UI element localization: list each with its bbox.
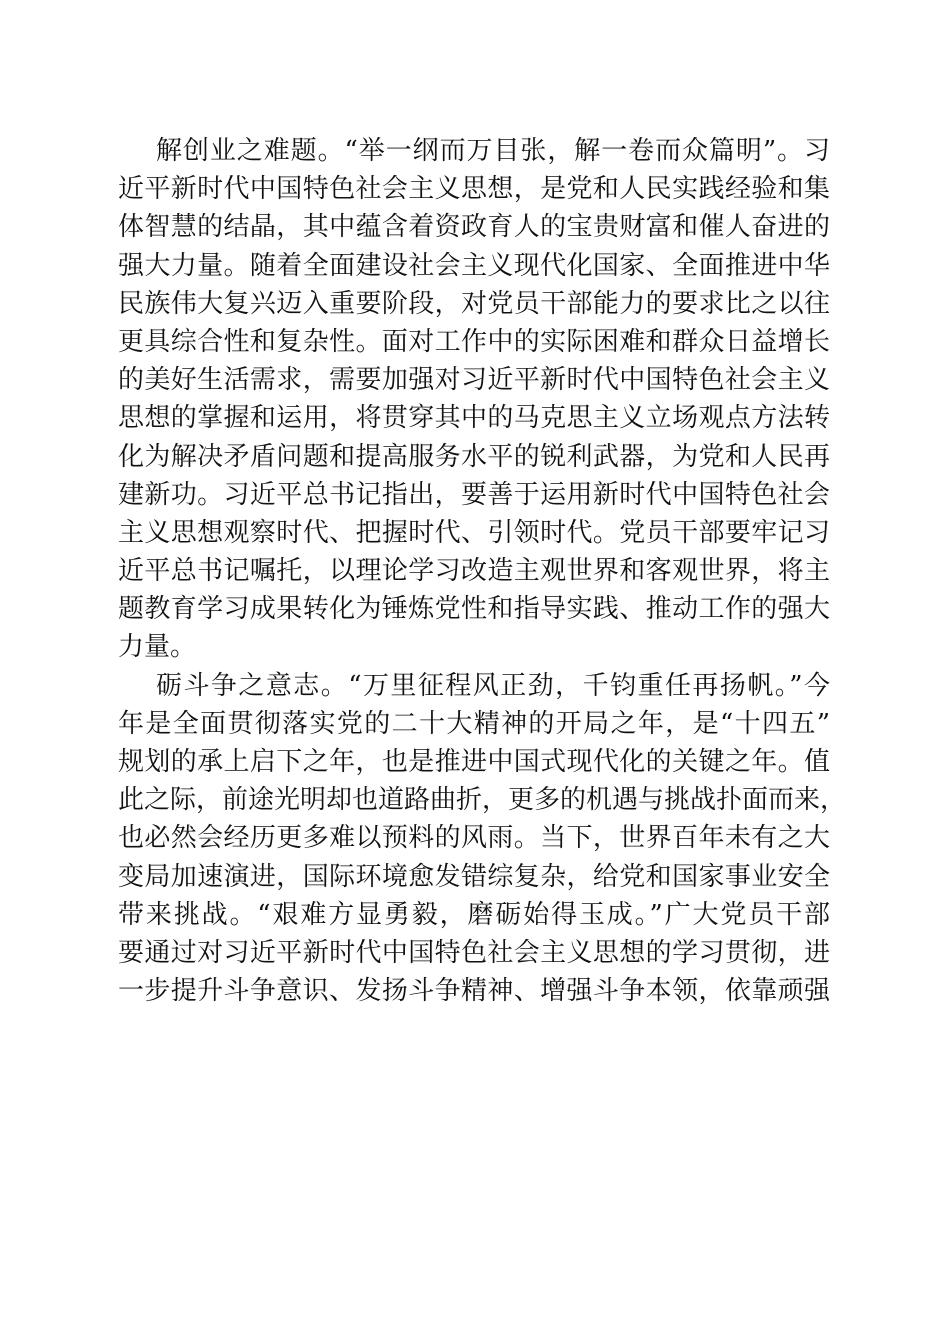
text-line: 一步提升斗争意识、发扬斗争精神、增强斗争本领，依靠顽强 [118, 976, 830, 1007]
text-line: 的美好生活需求，需要加强对习近平新时代中国特色社会主义 [118, 365, 830, 396]
paragraph-2 [118, 667, 847, 1011]
text-line: 规划的承上启下之年，也是推进中国式现代化的关键之年。值 [118, 747, 830, 777]
text-line: 年是全面贯彻落实党的二十大精神的开局之年，是“十四五” [118, 708, 830, 739]
text-line: 化为解决矛盾问题和提高服务水平的锐利武器，为党和人民再 [118, 441, 830, 472]
text-line: 近平总书记嘱托，以理论学习改造主观世界和客观世界，将主 [118, 556, 830, 587]
text-line: 此之际，前途光明却也道路曲折，更多的机遇与挑战扑面而来， [118, 785, 847, 816]
document-body [118, 132, 847, 1010]
text-line: 体智慧的结晶，其中蕴含着资政育人的宝贵财富和催人奋进的 [118, 212, 830, 243]
text-line: 带来挑战。“艰难方显勇毅，磨砺始得玉成。”广大党员干部 [118, 899, 830, 930]
paragraph-1 [118, 132, 830, 667]
text-line: 更具综合性和复杂性。面对工作中的实际困难和群众日益增长 [118, 326, 830, 357]
text-line: 砺斗争之意志。“万里征程风正劲，千钧重任再扬帆。”今 [156, 670, 830, 701]
text-line: 题教育学习成果转化为锤炼党性和指导实践、推动工作的强大 [118, 594, 830, 625]
text-line: 要通过对习近平新时代中国特色社会主义思想的学习贯彻，进 [118, 937, 830, 968]
text-line: 近平新时代中国特色社会主义思想，是党和人民实践经验和集 [118, 174, 830, 205]
text-line: 力量。 [118, 632, 197, 663]
text-line: 主义思想观察时代、把握时代、引领时代。党员干部要牢记习 [118, 517, 830, 548]
text-line: 也必然会经历更多难以预料的风雨。当下，世界百年未有之大 [118, 823, 830, 854]
text-line: 思想的掌握和运用，将贯穿其中的马克思主义立场观点方法转 [118, 403, 830, 434]
text-line: 民族伟大复兴迈入重要阶段，对党员干部能力的要求比之以往 [118, 288, 830, 319]
text-line: 解创业之难题。“举一纲而万目张，解一卷而众篇明”。习 [156, 136, 830, 166]
text-line: 建新功。习近平总书记指出，要善于运用新时代中国特色社会 [118, 479, 830, 510]
text-line: 变局加速演进，国际环境愈发错综复杂，给党和国家事业安全 [118, 861, 830, 892]
text-line: 强大力量。随着全面建设社会主义现代化国家、全面推进中华 [118, 250, 830, 281]
